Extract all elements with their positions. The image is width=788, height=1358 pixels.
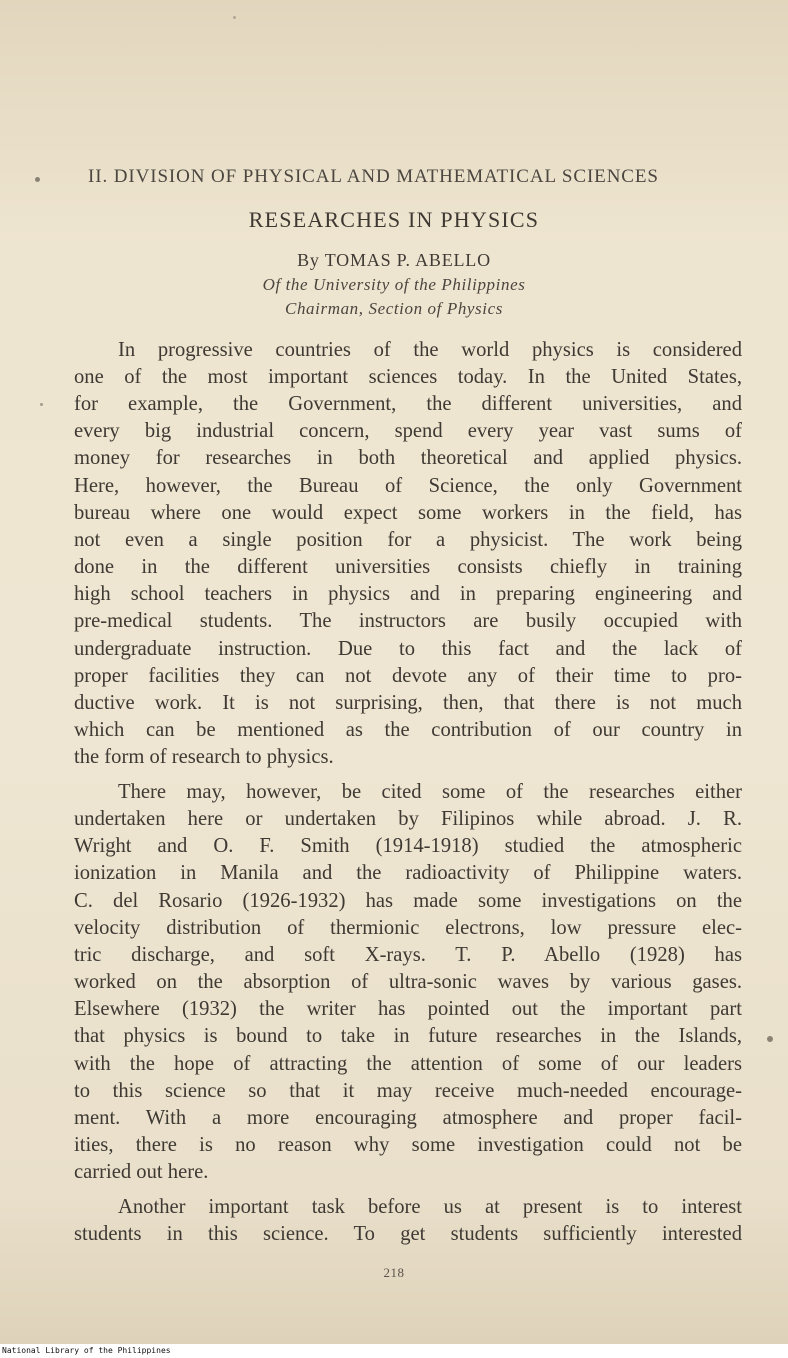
body-line: every big industrial concern, spend every year vast sums of [74, 420, 742, 442]
article-title: RESEARCHES IN PHYSICS [248, 207, 540, 232]
body-line: Another important task before us at present is to interest [118, 1196, 742, 1218]
body-line: pre-medical students. The instructors are busily occupied with [74, 610, 742, 632]
body-line: ductive work. It is not surprising, then, that there is not much [74, 692, 742, 714]
body-line: velocity distribution of thermionic electrons, low pressure elec- [74, 917, 742, 939]
paper-speck [233, 16, 236, 19]
body-line: ment. With a more encouraging atmosphere and proper facil- [74, 1107, 742, 1129]
body-line: students in this science. To get students sufficiently interested [74, 1223, 742, 1245]
paper-speck [40, 403, 43, 406]
body-line: undergraduate instruction. Due to this fact and the lack of [74, 638, 742, 660]
body-line: which can be mentioned as the contribution of our country in [74, 719, 742, 741]
author-byline: By TOMAS P. ABELLO [297, 250, 491, 270]
body-line: proper facilities they can not devote any of their time to pro- [74, 665, 742, 687]
body-line: tric discharge, and soft X-rays. T. P. Abello (1928) has [74, 944, 742, 966]
paper-speck [767, 1036, 773, 1042]
body-line: high school teachers in physics and in preparing engineering and [74, 583, 742, 605]
body-line: ionization in Manila and the radioactivity of Philippine waters. [74, 862, 742, 884]
body-line: Wright and O. F. Smith (1914-1918) studied the atmospheric [74, 835, 742, 857]
footer-bar [0, 1344, 788, 1358]
body-line: undertaken here or undertaken by Filipinos while abroad. J. R. [74, 808, 742, 830]
body-line: that physics is bound to take in future researches in the Islands, [74, 1025, 742, 1047]
body-line: Here, however, the Bureau of Science, the only Government [74, 475, 742, 497]
body-line: not even a single position for a physicist. The work being [74, 529, 742, 551]
body-line: to this science so that it may receive much-needed encourage- [74, 1080, 742, 1102]
body-line: In progressive countries of the world physics is considered [118, 339, 742, 361]
division-heading: II. DIVISION OF PHYSICAL AND MATHEMATICAL SCIENCES [88, 166, 659, 187]
body-line: ities, there is no reason why some investigation could not be [74, 1134, 742, 1156]
page-number: 218 [383, 1265, 405, 1280]
body-line: for example, the Government, the different universities, and [74, 393, 742, 415]
body-line: the form of research to physics. [74, 746, 334, 768]
body-line: with the hope of attracting the attention of some of our leaders [74, 1053, 742, 1075]
paper-speck [35, 177, 40, 182]
footer-credit: National Library of the Philippines [2, 1346, 171, 1355]
body-line: There may, however, be cited some of the researches either [118, 781, 742, 803]
body-line: C. del Rosario (1926-1932) has made some investigations on the [74, 890, 742, 912]
body-line: done in the different universities consists chiefly in training [74, 556, 742, 578]
body-line: money for researches in both theoretical and applied physics. [74, 447, 742, 469]
body-line: Elsewhere (1932) the writer has pointed out the important part [74, 998, 742, 1020]
author-affiliation: Of the University of the Philippines [262, 275, 526, 294]
body-line: carried out here. [74, 1161, 209, 1183]
body-line: bureau where one would expect some workers in the field, has [74, 502, 742, 524]
body-line: one of the most important sciences today. In the United States, [74, 366, 742, 388]
body-line: worked on the absorption of ultra-sonic waves by various gases. [74, 971, 742, 993]
author-position: Chairman, Section of Physics [285, 299, 503, 318]
